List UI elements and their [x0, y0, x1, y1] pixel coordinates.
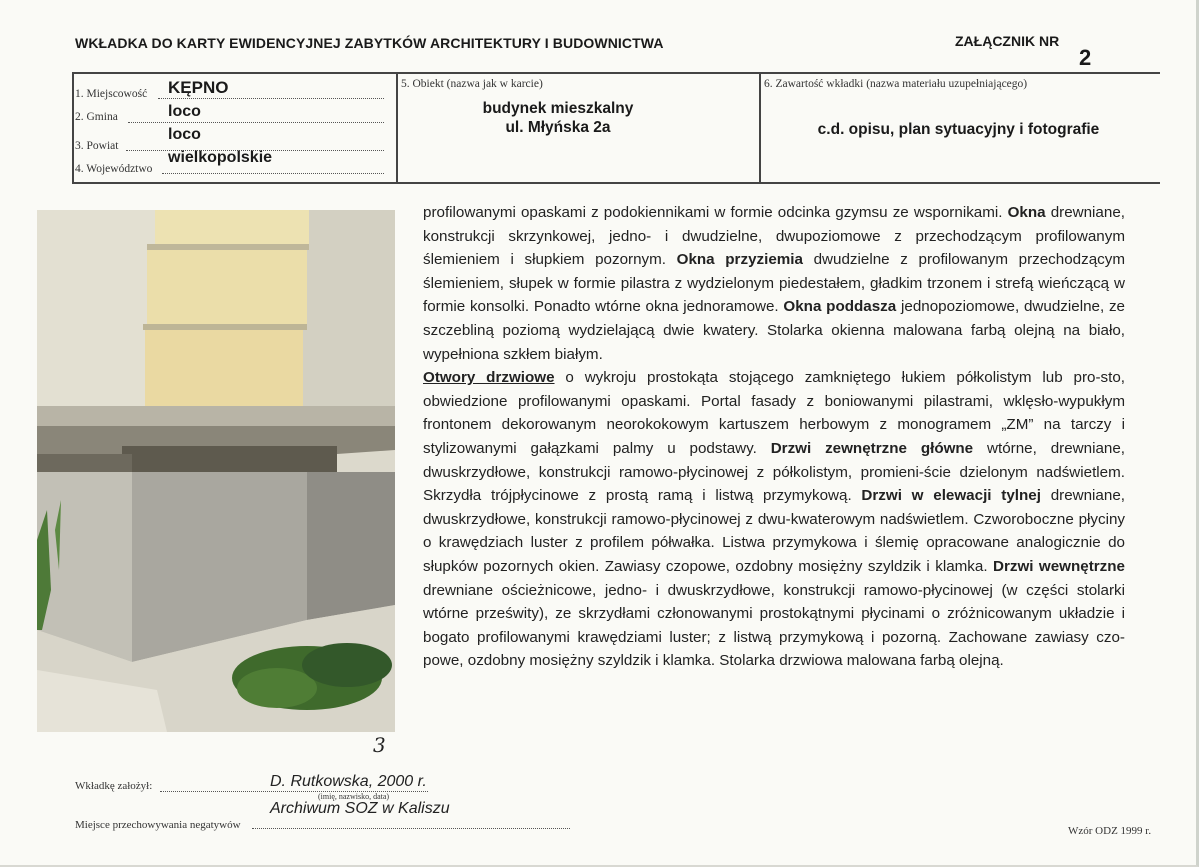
desc-run: jednopoziomowe, dwudzielne, ze szczebliną poziomą wydzielającą dwie kwatery. Stolarka okienna malowana farbą olejną na biało, wypełniona szkłem białym. [423, 298, 1126, 363]
desc-run: o wykroju prostokąta stojącego zamkniętego łukiem półkolistym lub pro-sto, obwiedzione profilowanymi opaskami. Portal fasady z boniowanymi pilastrami, wklęsło-wypukłym frontonem dekorowanym neorokokowym kartuszem herbowym z monogramem „ZM” na tarczy i stylizowanymi gałązkami palmy u podstawy. [423, 369, 1125, 457]
building-photo [37, 210, 395, 732]
desc-bold-run: Okna przyziemia [676, 251, 803, 269]
zawartosc-label: 6. Zawartość wkładki (nazwa materiału uzupełniającego) [764, 78, 1028, 90]
powiat-label: 3. Powiat [75, 140, 119, 152]
header-bottom-rule [72, 182, 1160, 184]
author-value: D. Rutkowska, 2000 r. [270, 773, 427, 790]
wojewodztwo-value: wielkopolskie [168, 149, 273, 166]
desc-run: dwudzielne z profilowanym przechodzącym ślemieniem, słupek w formie pilastra z wydzielonym piedestałem, gładkim trzonem i strefą wieńczącą w formie konsolki. Ponadto wtórne okna jednoramowe. [423, 251, 1125, 316]
zawartosc-value: c.d. opisu, plan sytuacyjny i fotografie [817, 121, 1100, 138]
desc-bold-run: Drzwi w elewacji tylnej [861, 487, 1041, 505]
description-paragraph-1 [423, 201, 1125, 366]
wojewodztwo-dots [162, 173, 384, 174]
miejscowosc-value: KĘPNO [168, 78, 229, 97]
author-sub-caption: (imię, nazwisko, data) [318, 792, 390, 801]
author-label: Wkładkę założył: [75, 780, 153, 792]
annex-label: ZAŁĄCZNIK NR [955, 33, 1060, 49]
template-version: Wzór ODZ 1999 r. [1068, 825, 1152, 837]
gmina-value: loco [168, 103, 201, 120]
miejscowosc-label: 1. Miejscowość [75, 88, 148, 100]
gmina-dots [128, 122, 384, 123]
table-left-border [72, 72, 74, 183]
desc-run: profilowanymi opaskami z podokiennikami w formie odcinka gzymsu ze wspornikami. [423, 204, 1008, 221]
desc-run: drewniane ościeżnicowe, jedno- i dwuskrzydłowe, konstrukcji ramowo-płycinowej (w części stolarki wtórne prześwity), ze skrzydłami członowanymi prostokątnymi płycinami o zróżnicowanym układzie i bogato profilowanymi krawędziami luster; z listwą przymykową i pozorną. Zachowane zawiasy czo-powe, ozdobny mosiężny szyldzik i klamka. Stolarka drzwiowa malowana farbą olejną. [423, 581, 1125, 670]
storage-label: Miejsce przechowywania negatywów [75, 819, 241, 831]
miejscowosc-dots [158, 98, 384, 99]
annex-number: 2 [1079, 45, 1092, 70]
desc-run: wtórne, drewniane, dwuskrzydłowe, konstrukcji ramowo-płycinowej z półkolistym, promieni-ście dzielonym nadświetlem. Skrzydła trójpłycinowe z prostą ramą i listwą przymykową. [423, 439, 1126, 505]
storage-value: Archiwum SOZ w Kaliszu [270, 800, 450, 817]
document-title: WKŁADKA DO KARTY EWIDENCYJNEJ ZABYTKÓW ARCHITEKTURY I BUDOWNICTWA [75, 35, 664, 51]
desc-run: drewniane, konstrukcji skrzynkowej, jedno- i dwudzielne, dwupoziomowe z przechodzącym profilowanym ślemieniem i słupkiem pozornym. [423, 204, 1125, 269]
obiekt-label: 5. Obiekt (nazwa jak w karcie) [401, 78, 543, 90]
desc-bold-run: Drzwi zewnętrzne główne [770, 439, 974, 457]
obiekt-value-line1: budynek mieszkalny [482, 100, 634, 117]
photo-number: 3 [373, 733, 386, 757]
gmina-label: 2. Gmina [75, 111, 118, 123]
desc-bold-run: Drzwi wewnętrzne [992, 557, 1125, 575]
description-paragraph-2 [423, 366, 1125, 673]
header-top-rule [72, 72, 1160, 74]
desc-bold-run: Okna [1007, 204, 1046, 221]
desc-bold-run: Okna poddasza [783, 298, 897, 316]
obiekt-value-line2: ul. Młyńska 2a [505, 119, 611, 136]
description-text [423, 201, 1125, 673]
desc-underlined-run: Otwory drzwiowe [423, 369, 555, 387]
desc-run: drewniane, dwuskrzydłowe, konstrukcji ramowo-płycinowej z dwu-kwaterowym nadświetlem. Czworoboczne płyciny o krawędziach luster z profilem półwałka. Listwa przymykowa i ślemię opracowane analogicznie do słupków pozornych okien. Zawiasy czopowe, ozdobny mosiężny szyldzik i klamka. [423, 487, 1125, 575]
wojewodztwo-label: 4. Województwo [75, 163, 153, 175]
storage-dots [252, 828, 570, 829]
powiat-value: loco [168, 126, 201, 143]
